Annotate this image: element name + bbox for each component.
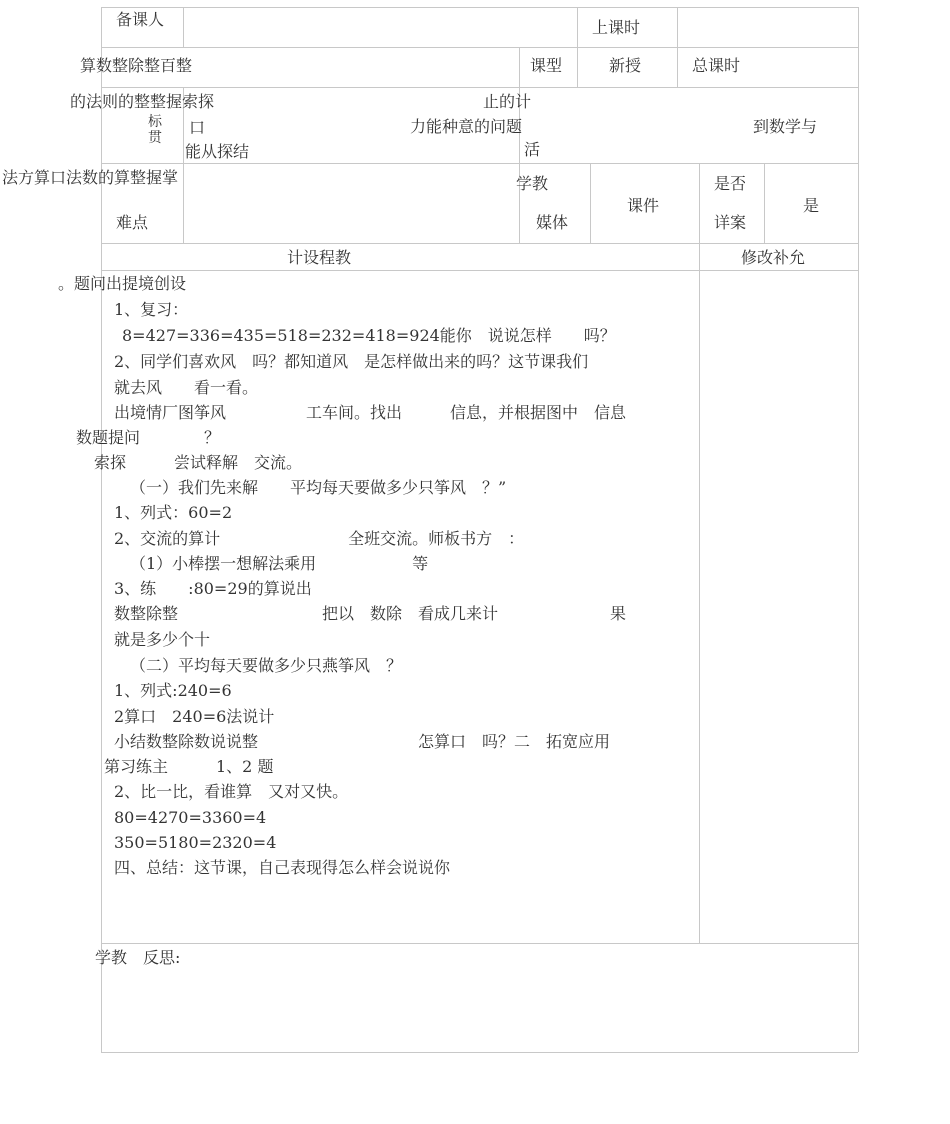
- media-value: 课件: [627, 196, 660, 215]
- body-line: 小结数整除数说说整 怎算口 吗？二 拓宽应用: [114, 732, 611, 751]
- body-line: 2算口 240=6法说计: [114, 707, 275, 726]
- objectives-mid-3: 活: [524, 140, 541, 159]
- body-line: （1）小棒摆一想解法乘用 等: [130, 554, 429, 573]
- body-line: 2、比一比，看谁算 又对又快。: [114, 782, 349, 801]
- body-line: 第习练主 1、2 题: [104, 757, 274, 776]
- lesson-topic: 算数整除整百整: [80, 56, 193, 75]
- difficulty-label: 难点: [116, 213, 149, 232]
- lesson-type-value: 新授: [609, 56, 642, 75]
- detailed-plan-label-2: 详案: [714, 213, 747, 232]
- body-line: 1、列式：60=2: [114, 503, 233, 522]
- class-hours-label: 上课时: [592, 18, 641, 37]
- rule-row2: [101, 47, 858, 48]
- objectives-overflow-text: 的法则的整整握索探: [70, 92, 215, 111]
- body-line: 数题提问 ？: [76, 428, 221, 447]
- revision-header: 修改补允: [741, 248, 806, 267]
- detailed-plan-value: 是: [803, 196, 820, 215]
- rule-top: [101, 7, 858, 8]
- rule-type-mid: [577, 47, 578, 87]
- rule-hours-left: [577, 7, 578, 47]
- reflection-label: 学教 反思:: [95, 948, 181, 967]
- objectives-line-a: 口: [189, 118, 206, 137]
- objectives-right: 到数学与: [753, 117, 818, 136]
- body-line: 80=4270=3360=4: [114, 808, 267, 827]
- rule-media-right: [590, 163, 591, 243]
- body-line: 出境情厂图筝风 工车间。找出 信息，并根据图中 信息: [114, 403, 627, 422]
- body-line: 1、复习：: [114, 300, 189, 319]
- preparer-label: 备课人: [116, 10, 165, 29]
- rule-label-col: [183, 7, 184, 48]
- body-line: 2、同学们喜欢风 吗？都知道风 是怎样做出来的吗？这节课我们: [114, 352, 589, 371]
- body-line: 350=5180=2320=4: [114, 833, 277, 852]
- objectives-mid-1: 止的计: [483, 92, 532, 111]
- rule-row5: [101, 243, 858, 244]
- teaching-process-header: 计设程教: [287, 248, 352, 267]
- key-points-overflow-text: 法方算口法数的算整握掌: [2, 168, 179, 187]
- body-line: （一）我们先来解 平均每天要做多少只筝风 ？”: [130, 478, 507, 497]
- body-line: （二）平均每天要做多少只燕筝风 ？: [130, 656, 403, 675]
- rule-bottom: [101, 1052, 858, 1053]
- body-line: 1、列式:240=6: [114, 681, 232, 700]
- rule-row4: [101, 163, 858, 164]
- rule-row7: [101, 943, 858, 944]
- rule-row3: [101, 87, 858, 88]
- body-line: 3、练 :80=29的算说出: [114, 579, 312, 598]
- lesson-type-label: 课型: [530, 56, 563, 75]
- media-label-2: 媒体: [536, 213, 569, 232]
- rule-type-right: [677, 47, 678, 87]
- rule-hours-right: [677, 7, 678, 47]
- body-line: 索探 尝试释解 交流。: [94, 453, 303, 472]
- body-line: 8=427=336=435=518=232=418=924能你 说说怎样 吗？: [122, 326, 616, 345]
- body-line: 2、交流的算计 全班交流。师板书方 ：: [114, 529, 525, 548]
- detailed-plan-label-1: 是否: [714, 174, 747, 193]
- rule-row6: [101, 270, 858, 271]
- body-line: 四、总结：这节课，自己表现得怎么样会说说你: [114, 858, 451, 877]
- rule-left: [101, 7, 102, 1052]
- total-hours-label: 总课时: [692, 56, 741, 75]
- objectives-line-b: 能从探结: [185, 142, 250, 161]
- body-line: 就去风 看一看。: [114, 378, 259, 397]
- objectives-label-line2: 贯: [148, 130, 162, 146]
- objectives-mid-2: 力能种意的问题: [410, 117, 523, 136]
- rule-revise-col: [699, 243, 700, 943]
- rule-plan-left: [699, 163, 700, 243]
- rule-plan-right: [764, 163, 765, 243]
- objectives-label-line1: 标: [148, 114, 162, 130]
- body-line: 就是多少个十: [114, 630, 211, 649]
- media-label-1: 学教: [516, 174, 549, 193]
- body-line: 数整除整 把以 数除 看成几来计 果: [114, 604, 627, 623]
- rule-right: [858, 7, 859, 1052]
- rule-type-left: [519, 47, 520, 87]
- body-line: 。题问出提境创设: [58, 274, 187, 293]
